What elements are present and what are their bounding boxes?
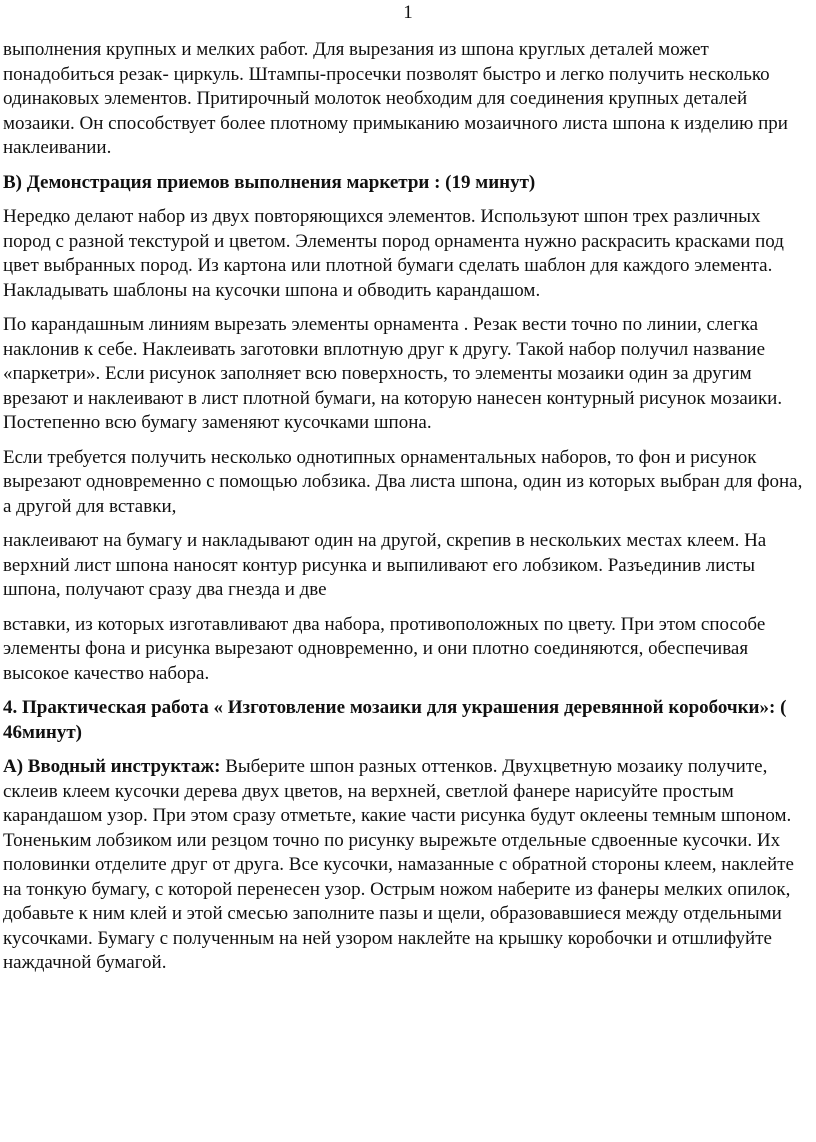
paragraph-inserts: вставки, из которых изготавливают два набора, противоположных по цвету. При этом способе элементы фона и рисунка вырезают одновременно, и они плотно соединяются, обеспечивая высокое качество набора. [3, 613, 766, 684]
page-number: 1 [403, 2, 413, 23]
paragraph-instruction [3, 755, 813, 976]
section-heading-practical-work: 4. Практическая работа « Изготовление мозаики для украшения деревянной коробочки»: ( 46минут) [3, 697, 787, 743]
document-body [3, 38, 813, 986]
instruction-lead: А) Вводный инструктаж: [3, 756, 221, 777]
section-heading-demonstration: В) Демонстрация приемов выполнения маркетри : (19 минут) [3, 171, 536, 193]
paragraph-set-of-elements: Нередко делают набор из двух повторяющихся элементов. Используют шпон трех различных пород с разной текстурой и цветом. Элементы пород орнамента нужно раскрасить красками под цвет выбранных пород. Из картона или плотной бумаги сделать шаблон для каждого элемента. Накладывать шаблоны на кусочки шпона и обводить карандашом. [3, 206, 784, 301]
paragraph-tools: выполнения крупных и мелких работ. Для вырезания из шпона круглых деталей может понадобиться резак- циркуль. Штампы-просечки позволят быстро и легко получить несколько одинаковых элементов. Притирочный молоток необходим для соединения крупных деталей мозаики. Он способствует более плотному примыканию мозаичного листа шпона к изделию при наклеивании. [3, 39, 788, 158]
paragraph-gluing: наклеивают на бумагу и накладывают один на другой, скрепив в нескольких местах клеем. На верхний лист шпона наносят контур рисунка и выпиливают его лобзиком. Разъединив листы шпона, получают сразу два гнезда и две [3, 530, 767, 600]
paragraph-jigsaw: Если требуется получить несколько однотипных орнаментальных наборов, то фон и рисунок вырезают одновременно с помощью лобзика. Два листа шпона, один из которых выбран для фона, а другой для вставки, [3, 446, 803, 517]
instruction-text: Выберите шпон разных оттенков. Двухцветную мозаику получите, склеив клеем кусочки дерева двух цветов, на верхней, светлой фанере нарисуйте простым карандашом узор. При этом сразу отметьте, какие части рисунка будут оклеены темным шпоном. Тоненьким лобзиком или резцом точно по рисунку вырежьте отдельные сдвоенные кусочки. Их половинки отделите друг от друга. Все кусочки, намазанные с обратной стороны клеем, наклейте на тонкую бумагу, с которой перенесен узор. Острым ножом наберите из фанеры мелких опилок, добавьте к ним клей и этой смесью заполните пазы и щели, образовавшиеся между отдельными кусочками. Бумагу с полученным на ней узором наклейте на крышку коробочки и отшлифуйте наждачной бумагой. [3, 756, 794, 973]
paragraph-parquetry: По карандашным линиям вырезать элементы орнамента . Резак вести точно по линии, слегка наклонив к себе. Наклеивать заготовки вплотную друг к другу. Такой набор получил название «паркетри». Если рисунок заполняет всю поверхность, то элементы мозаики один за другим врезают и наклеивают в лист плотной бумаги, на которую нанесен контурный рисунок мозаики. Постепенно всю бумагу заменяют кусочками шпона. [3, 314, 783, 433]
